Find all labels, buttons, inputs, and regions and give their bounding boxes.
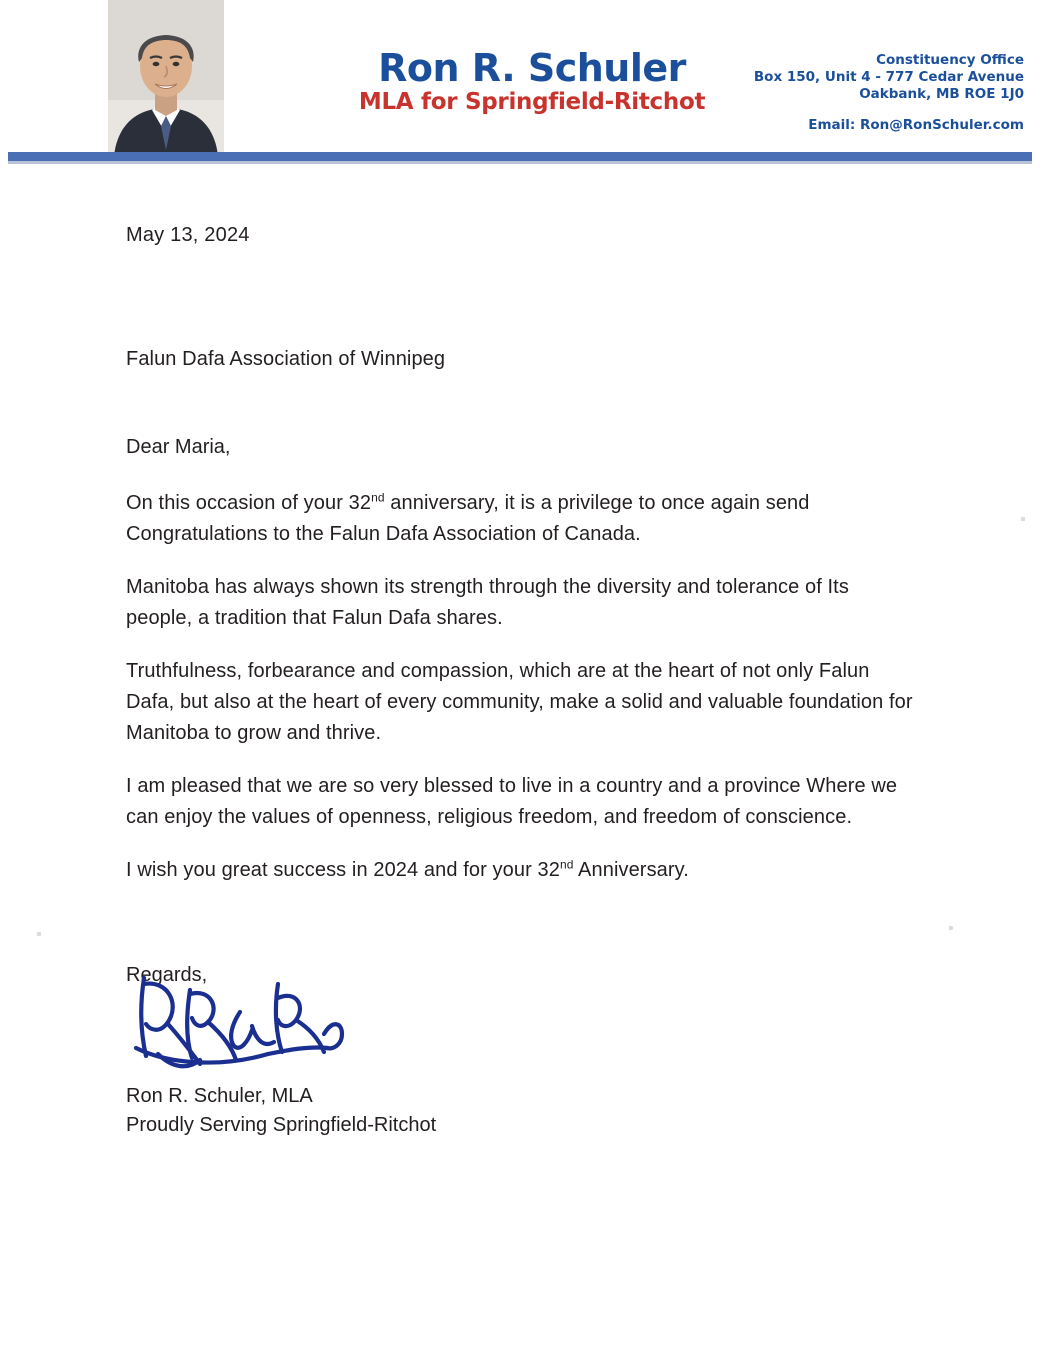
letter-paragraph	[126, 572, 916, 634]
paragraph-text-4: I am pleased that we are so very blessed to live in a country and a province Where we can enjoy the values of openness, religious freedom, and freedom of conscience.	[126, 775, 898, 828]
letter-recipient: Falun Dafa Association of Winnipeg	[126, 348, 446, 370]
letter-paragraph	[126, 771, 916, 833]
letterhead-name-block	[352, 48, 712, 115]
handwritten-signature	[128, 964, 368, 1084]
letter-date: May 13, 2024	[126, 224, 250, 246]
constituency-office-block	[754, 52, 1024, 134]
letterhead	[0, 0, 1042, 160]
letter-paragraph	[126, 656, 916, 749]
letter-closing: Regards,	[126, 964, 208, 986]
scan-speck	[37, 932, 41, 936]
paragraph-text-3: Truthfulness, forbearance and compassion, which are at the heart of not only Falun Dafa, but also at the heart of every community, make a solid and valuable foundation for Manitoba to grow and thrive.	[126, 660, 913, 744]
portrait-illustration	[108, 0, 224, 156]
office-email: Email: Ron@RonSchuler.com	[808, 117, 1024, 133]
scan-speck	[949, 926, 953, 930]
office-address-line-1: Box 150, Unit 4 - 777 Cedar Avenue	[753, 69, 1024, 85]
mla-name: Ron R. Schuler	[378, 46, 686, 90]
signer-name: Ron R. Schuler, MLA	[126, 1085, 313, 1107]
scan-speck	[1021, 517, 1025, 521]
signer-subtitle: Proudly Serving Springfield-Ritchot	[126, 1114, 437, 1136]
signature-strokes	[128, 964, 368, 1084]
letter-paragraph	[126, 488, 916, 550]
paragraph-text-5: I wish you great success in 2024 and for your 32nd Anniversary.	[126, 857, 689, 881]
paragraph-text-2: Manitoba has always shown its strength through the diversity and tolerance of Its people, a tradition that Falun Dafa shares.	[126, 576, 849, 629]
letter-paragraphs	[126, 488, 916, 908]
header-divider-rule	[8, 152, 1032, 161]
letter-salutation: Dear Maria,	[126, 436, 231, 458]
paragraph-text-1: On this occasion of your 32nd anniversary, it is a privilege to once again send Congratulations to the Falun Dafa Association of Canada.	[126, 490, 810, 545]
letter-paragraph	[126, 855, 916, 886]
mla-role: MLA for Springfield-Ritchot	[358, 89, 706, 115]
letter-body	[0, 164, 1042, 1350]
portrait-photo	[108, 0, 224, 156]
office-title: Constituency Office	[876, 52, 1024, 68]
office-address-line-2: Oakbank, MB ROE 1J0	[859, 86, 1024, 102]
